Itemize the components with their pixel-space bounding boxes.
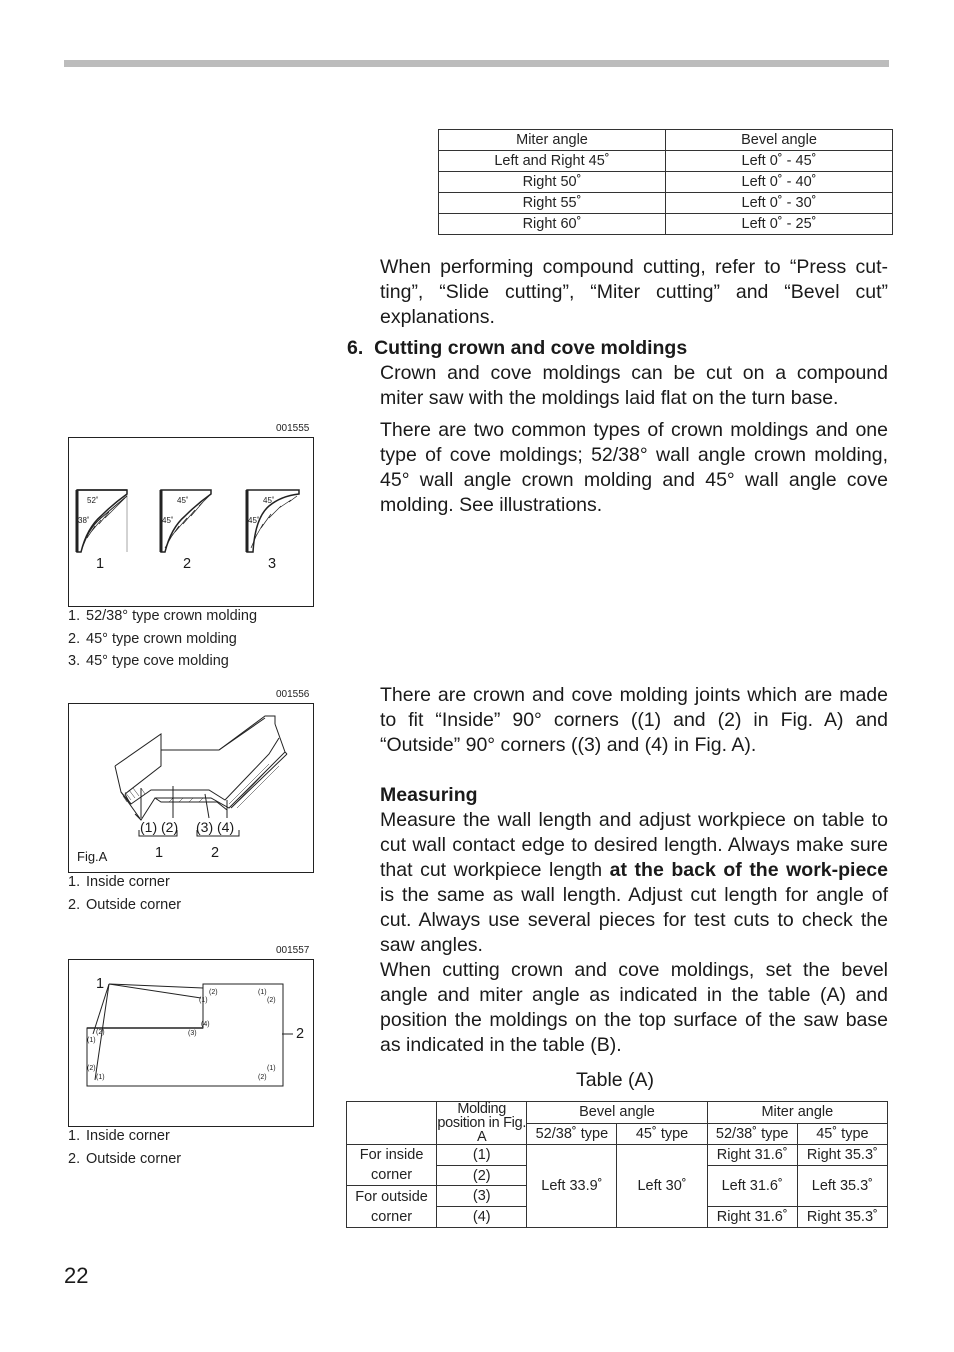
figure-number-label: 2	[183, 556, 192, 572]
table-row	[439, 151, 893, 172]
position-mark: (2)	[209, 989, 218, 996]
angle-label: 45˚	[263, 496, 275, 505]
table-cell: Right 60˚	[439, 214, 666, 235]
angle-label: 45˚	[177, 496, 189, 505]
angle-label: 38˚	[78, 516, 90, 525]
table-cell: Right 35.3˚	[797, 1145, 887, 1166]
table-cell: Left and Right 45˚	[439, 151, 666, 172]
table-header: 45˚ type	[617, 1123, 707, 1145]
table-header: Miter angle	[707, 1102, 887, 1124]
position-mark: (2)	[267, 997, 276, 1004]
figure-code: 001557	[276, 945, 310, 956]
caption-number: 1.	[68, 608, 81, 624]
angle-label: 45˚	[248, 516, 260, 525]
table-cell: (1)	[437, 1145, 527, 1166]
molding-joints-figure	[68, 703, 314, 873]
table-header: Molding position in Fig. A	[437, 1101, 527, 1145]
caption-item	[68, 871, 328, 894]
caption-item	[68, 605, 328, 628]
position-marks-outside: (3) (4)	[196, 819, 235, 835]
caption-item	[68, 650, 328, 673]
caption-number: 1.	[68, 1128, 81, 1144]
molding-types-figure	[68, 437, 314, 607]
figure-label: Fig.A	[77, 849, 108, 864]
caption-text: Outside corner	[86, 1150, 182, 1167]
table-cell: Right 31.6˚	[707, 1207, 797, 1228]
table-row	[439, 193, 893, 214]
table-cell: Right 55˚	[439, 193, 666, 214]
position-mark: (1)	[87, 1037, 96, 1044]
figure-captions	[68, 871, 328, 916]
position-mark: (1)	[258, 989, 267, 996]
figure-number-label: 1	[155, 845, 164, 861]
table-cell: Left 0˚ - 40˚	[666, 172, 893, 193]
caption-number: 2.	[68, 1150, 81, 1167]
caption-number: 2.	[68, 630, 81, 647]
position-mark: (1)	[199, 997, 208, 1004]
table-header: 45˚ type	[797, 1123, 887, 1145]
table-cell: (4)	[437, 1207, 527, 1228]
table-title: Table (A)	[576, 1069, 655, 1091]
text-run: Measure the wall length and adjust workpiece on table to cut wall contact edge to desired length. Always make sure that cut workpiece length	[380, 809, 888, 881]
figure-captions	[68, 1125, 328, 1170]
molding-types-illustration	[69, 438, 313, 606]
table-cell: Left 0˚ - 25˚	[666, 214, 893, 235]
table-header-empty	[347, 1102, 437, 1145]
table-cell: Left 0˚ - 45˚	[666, 151, 893, 172]
compound-cutting-paragraph: When performing compound cutting, refer to “Press cut-ting”, “Slide cutting”, “Miter cutting” and “Bevel cut” explanations.	[380, 256, 888, 328]
table-header: 52/38˚ type	[707, 1123, 797, 1145]
position-mark: (1)	[267, 1065, 276, 1072]
table-cell: (2)	[437, 1166, 527, 1186]
position-marks-inside: (1) (2)	[140, 819, 179, 835]
table-cell: Left 31.6˚	[707, 1166, 797, 1207]
table-header: Miter angle	[439, 130, 666, 151]
figure-number-label: 1	[96, 976, 105, 992]
table-cell: Right 35.3˚	[797, 1207, 887, 1228]
position-mark: (3)	[188, 1030, 197, 1037]
table-cell: Right 31.6˚	[707, 1145, 797, 1166]
caption-text: 45° type crown molding	[86, 630, 237, 647]
figure-code: 001556	[276, 689, 310, 700]
figure-captions	[68, 605, 328, 673]
bold-text: at the back of the work-piece	[609, 859, 888, 881]
figure-code: 001555	[276, 423, 310, 434]
measuring-paragraph: When cutting crown and cove moldings, set the bevel angle and miter angle as indicated in the table (A) and position the moldings on the top surface of the saw base as indicated in the table (B).	[380, 959, 888, 1056]
caption-item	[68, 894, 328, 917]
angle-label: 52˚	[87, 496, 99, 505]
text-run: is the same as wall length. Adjust cut length for angle of cut. Always use several pieces for test cuts to check the saw angles.	[380, 884, 888, 956]
table-row	[439, 214, 893, 235]
corner-plan-figure	[68, 959, 314, 1127]
section-paragraph: There are two common types of crown moldings and one type of cove moldings; 52/38° wall angle crown molding, 45° wall angle crown molding and 45° wall angle cove molding. See illustrations.	[380, 419, 888, 516]
measuring-heading: Measuring	[380, 784, 478, 806]
caption-text: 45° type cove molding	[86, 653, 229, 669]
table-cell: For inside corner	[347, 1145, 437, 1186]
caption-text: Outside corner	[86, 896, 182, 913]
caption-number: 1.	[68, 874, 81, 890]
table-cell: Left 35.3˚	[797, 1166, 887, 1207]
caption-item	[68, 628, 328, 651]
position-mark: (1)	[96, 1074, 105, 1081]
table-header: Bevel angle	[666, 130, 893, 151]
molding-joints-illustration	[69, 704, 313, 872]
figure-number-label: 2	[211, 845, 220, 861]
caption-item	[68, 1125, 328, 1148]
angle-label: 45˚	[162, 516, 174, 525]
section-paragraph: Crown and cove moldings can be cut on a compound miter saw with the moldings laid flat on the turn base.	[380, 362, 888, 409]
table-cell: (3)	[437, 1186, 527, 1207]
position-mark: (4)	[201, 1021, 210, 1028]
table-cell: Left 0˚ - 30˚	[666, 193, 893, 214]
measuring-paragraph	[380, 808, 888, 958]
figure-number-label: 3	[268, 556, 277, 572]
table-header-row	[347, 1102, 888, 1124]
position-mark: (2)	[96, 1029, 105, 1036]
caption-text: Inside corner	[86, 874, 170, 890]
caption-item	[68, 1148, 328, 1171]
table-cell: Right 50˚	[439, 172, 666, 193]
table-header-row	[439, 130, 893, 151]
table-row	[347, 1145, 888, 1166]
table-row	[439, 172, 893, 193]
corner-plan-illustration	[69, 960, 313, 1126]
section-paragraph: There are crown and cove molding joints which are made to fit “Inside” 90° corners ((1) and (2) in Fig. A) and “Outside” 90° corners ((3) and (4) in Fig. A).	[380, 684, 888, 756]
page-number: 22	[64, 1263, 89, 1288]
section-heading: 6. Cutting crown and cove moldings	[347, 337, 688, 359]
caption-text: Inside corner	[86, 1128, 170, 1144]
position-mark: (2)	[87, 1065, 96, 1072]
table-header: 52/38˚ type	[527, 1123, 617, 1145]
caption-number: 2.	[68, 896, 81, 913]
position-mark: (2)	[258, 1074, 267, 1081]
caption-text: 52/38° type crown molding	[86, 608, 258, 624]
caption-number: 3.	[68, 653, 81, 669]
figure-number-label: 1	[96, 556, 105, 572]
table-header: Bevel angle	[527, 1102, 707, 1124]
table-cell: Left 33.9˚	[527, 1145, 617, 1228]
table-cell: Left 30˚	[617, 1145, 707, 1228]
header-rule	[64, 60, 889, 67]
table-cell: For outside corner	[347, 1186, 437, 1228]
figure-number-label: 2	[296, 1026, 305, 1042]
table-a	[346, 1101, 888, 1228]
miter-bevel-table	[438, 129, 893, 235]
